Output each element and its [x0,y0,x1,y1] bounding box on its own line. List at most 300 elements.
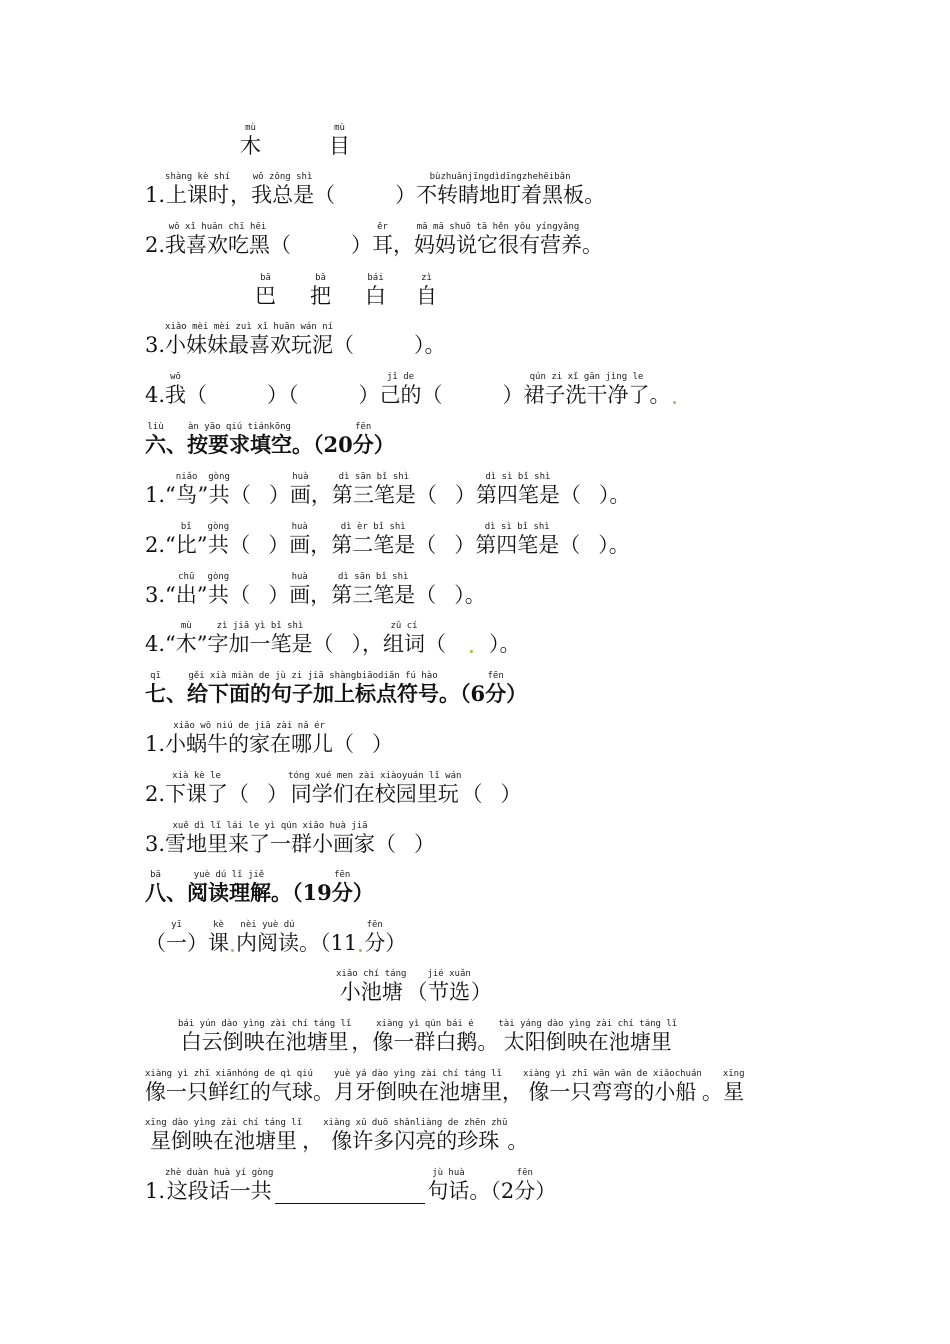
pinyin-annotation: dì sì bǐ shì [484,522,550,532]
line-passage-3 [145,1118,528,1154]
hanzi-text: 画 [289,533,311,557]
hanzi-text: 不转睛地盯着黑板 [416,183,585,207]
hanzi-text: 己的 [379,383,422,407]
hanzi-text: 第四笔是 [475,533,560,557]
plain-text: ）。 [598,533,630,557]
pinyin-annotation: bùzhuǎnjīngdìdīngzhehēibǎn [429,172,571,182]
hanzi-text: 字加一笔是 [207,632,313,656]
pinyin-annotation: mù [334,123,345,133]
plain-text: ） [502,383,524,407]
pinyin-annotation: huà [291,522,308,532]
pinyin-annotation: xià kè le [172,771,221,781]
pinyin-annotation: bái [367,273,384,283]
hanzi-text: 第三笔是 [331,583,416,607]
ruby-word [240,123,261,159]
line-chars-ba [255,273,437,309]
line-sec7-title [145,671,527,707]
line-sec6-title [145,422,395,458]
plain-text: 、 [166,432,187,457]
ruby-word [289,572,310,608]
pinyin-annotation: fēn [366,920,383,930]
pinyin-annotation: mā mā shuō tā hěn yǒu yíngyǎng [416,222,580,232]
pinyin-annotation: jǐ de [387,372,415,382]
hanzi-text: 我总是 [251,183,315,207]
pinyin-annotation: ěr [377,222,388,232]
hanzi-text: 鸟 [176,483,198,507]
plain-text: （ [415,483,437,507]
plain-text: 。 [477,1030,499,1054]
hanzi-text: 上课时 [166,183,230,207]
ruby-word [236,920,299,956]
pinyin-annotation: zì [421,273,432,283]
ruby-word [288,771,461,807]
hanzi-text: 六 [145,432,166,457]
plain-text: ）（ [267,383,299,407]
plain-text: 2.“ [145,533,176,557]
hanzi-text: 小蜗牛的家在哪儿 [165,732,334,756]
hanzi-text: 八 [145,880,166,905]
hanzi-text: 像一只弯弯的小船 [528,1080,697,1104]
line-q6-3 [145,572,486,608]
plain-text: ， [230,183,252,207]
plain-text: 。（20 [292,432,353,457]
plain-text: （ [145,931,166,955]
hanzi-text: 我喜欢吃黑 [165,233,271,257]
plain-text: 2. [145,782,166,806]
plain-text: （ [333,732,355,756]
ruby-word [331,522,415,558]
pinyin-annotation: niǎo [175,472,198,482]
line-sub-1 [145,920,406,956]
mark-dot [470,650,473,653]
hanzi-text: 同学们在校园里玩 [290,782,459,806]
ruby-word [414,222,582,258]
pinyin-annotation: wǒ [170,372,181,382]
plain-text: ） [535,1179,557,1203]
plain-text: 。（19 [271,880,332,905]
line-q6-4 [145,621,521,657]
hanzi-text: 第三笔是 [331,483,416,507]
ruby-word [165,821,375,857]
pinyin-annotation: tài yáng dào yìng zài chí táng lǐ [498,1019,678,1029]
hanzi-text: 第四笔是 [475,483,560,507]
hanzi-text: 巴 [255,284,276,308]
plain-text: （ [270,233,292,257]
hanzi-text: 月牙倒映在池塘里 [334,1080,502,1104]
pinyin-annotation: bái yún dào yìng zài chí táng lǐ [178,1019,352,1029]
plain-text: ） [268,483,290,507]
pinyin-annotation: xiàng xǔ duō shǎnliàng de zhēn zhū [323,1118,508,1128]
pinyin-annotation: dì sān bǐ shì [337,572,409,582]
plain-text: ） [268,583,290,607]
plain-text: 2. [145,233,166,257]
ruby-word [255,273,276,309]
plain-text: （ [559,483,581,507]
ruby-word [208,920,229,956]
hanzi-text: 共 [207,583,229,607]
pinyin-annotation: xīng [722,1069,745,1079]
ruby-word [176,472,198,508]
plain-text: （ [228,782,250,806]
hanzi-text: 白云倒映在池塘里 [180,1030,349,1054]
pinyin-annotation: tóng xué men zài xiàoyuán lǐ wán [288,771,462,781]
ruby-word [427,969,470,1005]
hanzi-text: 分 [331,880,353,905]
ruby-word [289,522,310,558]
plain-text: ） [372,732,394,756]
hanzi-text: 出 [175,583,197,607]
pinyin-annotation: yuè yá dào yìng zài chí táng lǐ [334,1069,502,1079]
pinyin-annotation: qī [150,671,161,681]
plain-text: 。（11 [299,931,358,955]
plain-text: 、 [166,681,187,706]
ruby-word [145,1118,302,1154]
ruby-word [485,671,506,707]
plain-text: （ [229,533,251,557]
pinyin-annotation: yī [171,920,182,930]
ruby-word [514,1168,535,1204]
ruby-word [145,870,166,906]
plain-text: 、 [166,880,187,905]
answer-underline[interactable] [275,1181,425,1204]
hanzi-text: 雪地里来了一群小画家 [165,832,376,856]
hanzi-text: 第二笔是 [331,533,416,557]
ruby-word [498,1019,677,1055]
hanzi-text: 目 [329,134,350,158]
hanzi-text: 共 [207,533,229,557]
pinyin-annotation: àn yāo qiú tiánkōng [188,422,291,432]
ruby-word [723,1069,745,1105]
plain-text: 。（2 [469,1179,515,1203]
pinyin-annotation: huà [292,472,309,482]
pinyin-annotation: xiǎo chí táng [336,969,407,979]
ruby-word [166,920,187,956]
mark-dot [673,401,676,404]
line-chars-mu [240,123,350,159]
ruby-word [165,222,270,258]
plain-text: （ [312,632,334,656]
pinyin-annotation: fēn [487,671,504,681]
pinyin-annotation: dì èr bǐ shì [340,522,406,532]
hanzi-text: 句话 [427,1179,470,1203]
pinyin-annotation: kè [213,920,224,930]
plain-text: 3. [145,333,166,357]
pinyin-annotation: gòng [207,522,230,532]
plain-text: ）。 [598,483,631,507]
plain-text: ” [196,533,208,557]
ruby-word [178,1019,351,1055]
pinyin-annotation: xīng dào yìng zài chí táng lǐ [145,1118,303,1128]
plain-text: 。 [649,383,671,407]
plain-text: （ [314,183,336,207]
plain-text: 。（6 [439,681,486,706]
line-q8-1 [145,1168,556,1204]
pinyin-annotation: xiǎo mèi mèi zuì xǐ huān wán ní [165,322,334,332]
ruby-word [416,172,584,208]
ruby-word [476,472,560,508]
hanzi-text: 小妹妹最喜欢玩泥 [165,333,334,357]
ruby-word [416,273,437,309]
ruby-word [208,621,313,657]
ruby-word [329,123,350,159]
ruby-word [145,422,166,458]
mark-dot [359,949,362,952]
plain-text: 4. [145,383,166,407]
pinyin-annotation: gòng [207,572,230,582]
pinyin-annotation: bā [150,870,161,880]
plain-text: ， [393,233,415,257]
pinyin-annotation: gòng [208,472,230,482]
ruby-word [336,969,406,1005]
plain-text: （ [333,333,355,357]
plain-text: ） [470,980,492,1004]
plain-text: 3. [145,832,166,856]
line-q5-1 [145,172,605,208]
pinyin-annotation: zǔ cí [390,621,418,631]
ruby-word [176,522,197,558]
plain-text: （ [229,583,251,607]
ruby-word [165,721,333,757]
ruby-word [187,422,292,458]
plain-text: （ [406,980,428,1004]
plain-text: ， [310,483,332,507]
pinyin-annotation: xiàng yì zhī wān wān de xiǎochuán [523,1069,702,1079]
hanzi-text: 星 [723,1080,745,1104]
hanzi-text: 妈妈说它很有营养 [414,233,583,257]
plain-text: ， [310,533,332,557]
plain-text: （ [375,832,397,856]
plain-text: （ [425,632,447,656]
plain-text: ） [385,931,407,955]
plain-text: ）。 [414,333,446,357]
line-q7-2 [145,771,521,807]
ruby-word [353,422,374,458]
plain-text: ， [302,1129,324,1153]
ruby-word [365,273,386,309]
plain-text: 1. [145,732,166,756]
pinyin-annotation: zhè duàn huà yí gòng [165,1168,274,1178]
ruby-word [165,322,333,358]
ruby-word [380,372,422,408]
plain-text: ， [310,583,332,607]
pinyin-annotation: xiàng yì zhī xiānhóng de qì qiú [145,1069,313,1079]
ruby-word [383,621,425,657]
hanzi-text: 白 [365,284,386,308]
hanzi-text: 画 [289,483,311,507]
pinyin-annotation: dì sān bǐ shì [338,472,410,482]
hanzi-text: 像一群白鹅 [372,1030,478,1054]
line-passage-1 [178,1019,677,1055]
ruby-word [208,472,230,508]
hanzi-text: 按要求填空 [187,432,292,457]
pinyin-annotation: chū [178,572,195,582]
hanzi-text: 这段话一共 [166,1179,272,1203]
pinyin-annotation: fēn [355,422,372,432]
ruby-word [334,1069,502,1105]
pinyin-annotation: liù [147,422,164,432]
plain-text: 。 [313,1080,334,1104]
ruby-word [372,222,393,258]
plain-text: ） [351,233,373,257]
ruby-word [176,572,197,608]
plain-text: ）。 [454,583,486,607]
hanzi-text: 太阳倒映在池塘里 [503,1030,672,1054]
pinyin-annotation: fēn [516,1168,533,1178]
ruby-word [523,1069,702,1105]
plain-text: 。 [582,233,604,257]
ruby-word [208,522,230,558]
plain-text: ， [351,1030,373,1054]
line-q5-3 [145,322,446,358]
plain-text: ” [196,632,208,656]
line-q7-3 [145,821,435,857]
plain-text: 1. [145,1179,166,1203]
plain-text: （ [186,383,208,407]
hanzi-text: 裙子洗干净了 [523,383,650,407]
plain-text: ） [373,432,395,457]
plain-text: 4.“ [145,632,176,656]
hanzi-text: 一 [166,931,187,955]
plain-text: ） [454,483,476,507]
hanzi-text: 我 [165,383,187,407]
mark-dot [231,949,234,952]
hanzi-text: 木 [240,134,261,158]
line-passage-2 [145,1069,745,1105]
ruby-word [165,372,186,408]
ruby-word [332,472,416,508]
hanzi-text: 耳 [372,233,394,257]
ruby-word [145,671,166,707]
pinyin-annotation: bā [260,273,271,283]
pinyin-annotation: xiǎo wō niú de jiā zài nǎ ér [173,721,325,731]
plain-text: ） [352,880,374,905]
pinyin-annotation: wǒ xǐ huān chī hēi [168,222,267,232]
line-q6-2 [145,522,630,558]
line-passage-title [336,969,492,1005]
ruby-word [145,1069,313,1105]
hanzi-text: 画 [289,583,311,607]
pinyin-annotation: huà [291,572,308,582]
ruby-word [332,870,353,906]
line-q5-4 [145,372,678,408]
plain-text: 。 [584,183,606,207]
hanzi-text: 把 [310,284,331,308]
plain-text: ） [500,782,522,806]
ruby-word [165,172,230,208]
ruby-word [427,1168,469,1204]
hanzi-text: 像一只鲜红的气球 [145,1080,313,1104]
pinyin-annotation: dì sì bǐ shì [485,472,551,482]
pinyin-annotation: xuě dì lǐ lái le yì qún xiǎo huà jiā [172,821,368,831]
ruby-word [176,621,197,657]
ruby-word [165,1168,273,1204]
hanzi-text: 分 [485,681,507,706]
hanzi-text: 下课了 [165,782,229,806]
pinyin-annotation: fēn [334,870,351,880]
plain-text: ） [395,183,417,207]
ruby-word [251,172,314,208]
ruby-word [187,671,439,707]
line-q5-2 [145,222,603,258]
pinyin-annotation: mù [180,621,192,631]
hanzi-text: 给下面的句子加上标点符号 [187,681,439,706]
hanzi-text: 分 [352,432,374,457]
plain-text: 。 [701,1080,723,1104]
ruby-word [331,572,415,608]
plain-text: ， [502,1080,523,1104]
plain-text: （ [415,583,437,607]
plain-text: 。 [507,1129,529,1153]
plain-text: ” [196,583,208,607]
hanzi-text: 分 [364,931,386,955]
ruby-word [290,472,311,508]
hanzi-text: 分 [514,1179,536,1203]
hanzi-text: 组词 [383,632,426,656]
pinyin-annotation: xiàng yì qún bái é [376,1019,474,1029]
ruby-word [364,920,385,956]
plain-text: ） [267,782,289,806]
plain-text: ） [414,832,436,856]
hanzi-text: 共 [208,483,230,507]
hanzi-text: 比 [175,533,197,557]
hanzi-text: 自 [416,284,437,308]
line-q6-1 [145,472,630,508]
line-q7-1 [145,721,393,757]
plain-text: ） [268,533,290,557]
hanzi-text: 小池塘 [339,980,403,1004]
plain-text: ） [506,681,528,706]
pinyin-annotation: jié xuǎn [427,969,471,979]
plain-text: （ [559,533,581,557]
pinyin-annotation: qún zi xǐ gān jìng le [529,372,644,382]
plain-text: 1. [145,183,166,207]
pinyin-annotation: yuè dú lǐ jiě [193,870,265,880]
plain-text: 1.“ [145,483,176,507]
plain-text: （ [421,383,443,407]
pinyin-annotation: wǒ zǒng shì [252,172,313,182]
pinyin-annotation: zì jiā yì bǐ shì [216,621,304,631]
line-sec8-title [145,870,374,906]
hanzi-text: 阅读理解 [187,880,271,905]
ruby-word [323,1118,507,1154]
plain-text: ） [454,533,476,557]
pinyin-annotation: shàng kè shí [165,172,231,182]
pinyin-annotation: gěi xià miàn de jù zi jiā shàngbiāodiǎn fú hào [188,671,438,681]
plain-text: ） [358,383,380,407]
hanzi-text: 七 [145,681,166,706]
plain-text: ）。 [489,632,521,656]
hanzi-text: 课 [208,931,229,955]
ruby-word [208,572,230,608]
ruby-word [165,771,228,807]
plain-text: 3.“ [145,583,176,607]
hanzi-text: 星倒映在池塘里 [150,1129,298,1153]
hanzi-text: 节选 [428,980,471,1004]
ruby-word [372,1019,477,1055]
plain-text: （ [415,533,437,557]
hanzi-text: 内阅读 [236,931,299,955]
plain-text: （ [461,782,483,806]
ruby-word [187,870,271,906]
pinyin-annotation: mù [245,123,256,133]
plain-text: （ [229,483,251,507]
hanzi-text: 像许多闪亮的珍珠 [331,1129,500,1153]
ruby-word [475,522,559,558]
pinyin-annotation: nèi yuè dú [240,920,295,930]
plain-text: ）， [351,632,384,656]
pinyin-annotation: bǐ [180,522,192,532]
ruby-word [524,372,650,408]
